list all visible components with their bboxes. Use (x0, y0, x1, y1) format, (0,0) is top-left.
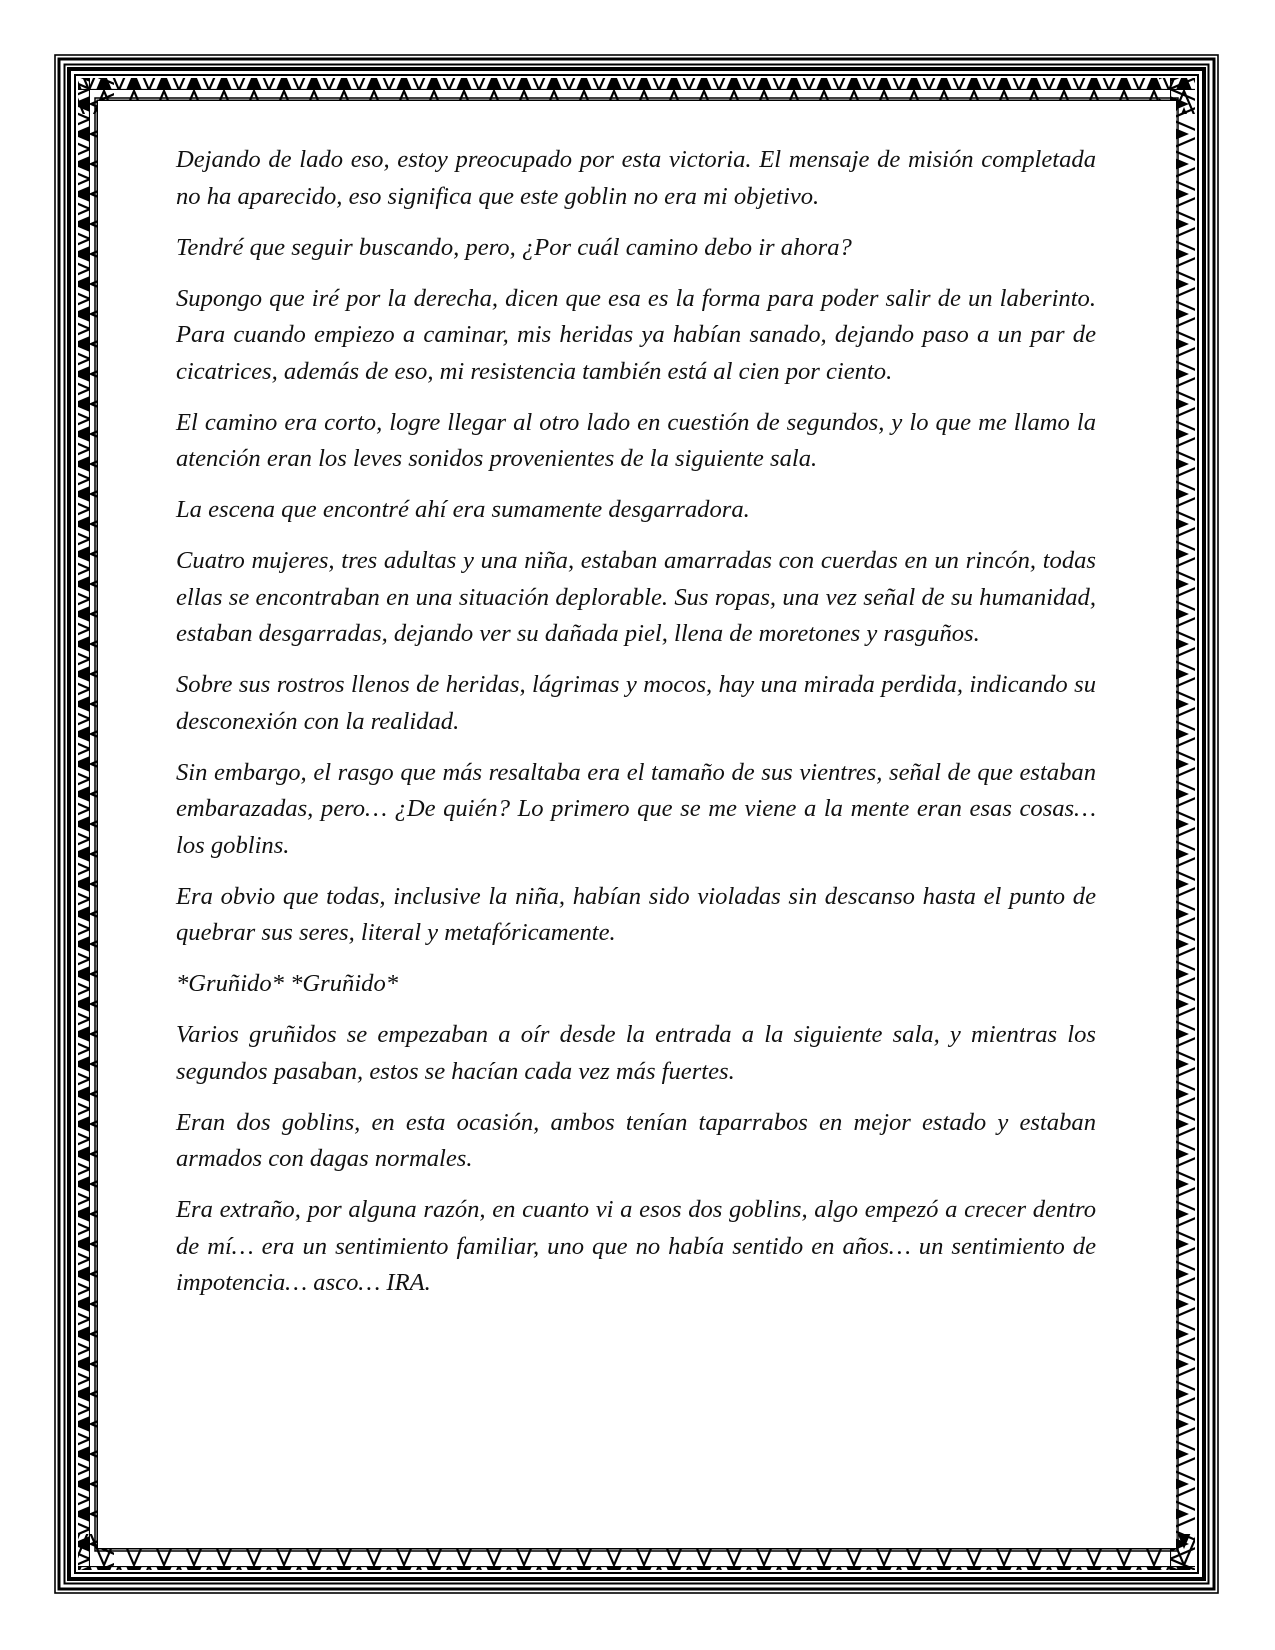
paragraph: Varios gruñidos se empezaban a oír desde la entrada a la siguiente sala, y mientras los segundos pasaban, estos se hacían cada vez más fuertes. (176, 1021, 1096, 1085)
paragraph: Dejando de lado eso, estoy preocupado por esta victoria. El mensaje de misión completada no ha aparecido, eso significa que este goblin no era mi objetivo. (176, 146, 1096, 210)
paragraph: Era extraño, por alguna razón, en cuanto vi a esos dos goblins, algo empezó a crecer dentro de mí… era un sentimiento familiar, uno que no había sentido en años… un sentimiento de impotencia… asco… IRA. (176, 1196, 1096, 1296)
paragraph: *Gruñido* *Gruñido* (176, 970, 399, 997)
paragraph: El camino era corto, logre llegar al otro lado en cuestión de segundos, y lo que me llamo la atención eran los leves sonidos provenientes de la siguiente sala. (176, 408, 1096, 472)
story-text (176, 142, 1096, 1316)
paragraph: Cuatro mujeres, tres adultas y una niña, estaban amarradas con cuerdas en un rincón, todas ellas se encontraban en una situación deplorable. Sus ropas, una vez señal de su humanidad, estaban desgarradas, dejando ver su dañada piel, llena de moretones y rasguños. (176, 547, 1096, 647)
paragraph: Era obvio que todas, inclusive la niña, habían sido violadas sin descanso hasta el punto de quebrar sus seres, literal y metafóricamente. (176, 882, 1096, 946)
paragraph: Tendré que seguir buscando, pero, ¿Por cuál camino debo ir ahora? (176, 233, 852, 261)
paragraph: La escena que encontré ahí era sumamente desgarradora. (176, 496, 750, 523)
paragraph: Sin embargo, el rasgo que más resaltaba era el tamaño de sus vientres, señal de que estaban embarazadas, pero… ¿De quién? Lo primero que se me viene a la mente eran esas cosas… los goblins. (176, 758, 1096, 859)
paragraph: Supongo que iré por la derecha, dicen que esa es la forma para poder salir de un laberinto. Para cuando empiezo a caminar, mis heridas ya habían sanado, dejando paso a un par de cicatrices, además de eso, mi resistencia también está al cien por ciento. (176, 284, 1096, 385)
paragraph: Eran dos goblins, en esta ocasión, ambos tenían taparrabos en mejor estado y estaban armados con dagas normales. (176, 1108, 1096, 1172)
paragraph: Sobre sus rostros llenos de heridas, lágrimas y mocos, hay una mirada perdida, indicando su desconexión con la realidad. (176, 671, 1096, 735)
